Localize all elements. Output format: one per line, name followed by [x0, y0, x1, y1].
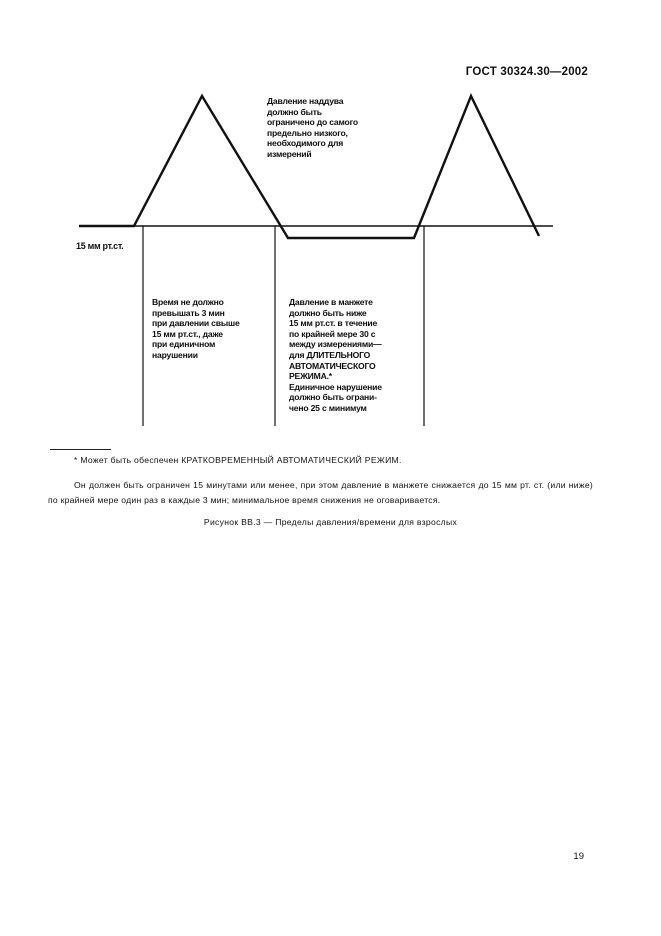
note-inflation-pressure: Давление наддува должно быть ограничено до самого предельно низкого, необходимого для измерений — [267, 96, 358, 159]
figure-caption: Рисунок ВВ.3 — Пределы давления/времени для взрослых — [203, 517, 458, 527]
footnote: * Может быть обеспечен КРАТКОВРЕМЕННЫЙ АВТОМАТИЧЕСКИЙ РЕЖИМ. — [74, 455, 402, 465]
footnote-divider — [50, 449, 111, 450]
body-paragraph: Он должен быть ограничен 15 минутами или менее, при этом давление в манжете снижается до 15 мм рт. ст. (или ниже) по крайней мере один раз в каждые 3 мин; минимальное время снижения не оговаривается. — [48, 480, 593, 505]
standard-code: ГОСТ 30324.30—2002 — [465, 66, 588, 78]
page-number: 19 — [573, 851, 584, 862]
note-cuff-pressure: Давление в манжете должно быть ниже 15 мм рт.ст. в течение по крайней мере 30 с между измерениями— для ДЛИТЕЛЬНОГО АВТОМАТИЧЕСКОГО РЕЖИМА.* Единичное нарушение должно быть ограни- чено 25 с минимум — [289, 297, 382, 413]
baseline-label: 15 мм рт.ст. — [76, 241, 124, 251]
note-time-above-threshold: Время не должно превышать 3 мин при давлении свыше 15 мм рт.ст., даже при единичном нарушении — [152, 297, 240, 360]
